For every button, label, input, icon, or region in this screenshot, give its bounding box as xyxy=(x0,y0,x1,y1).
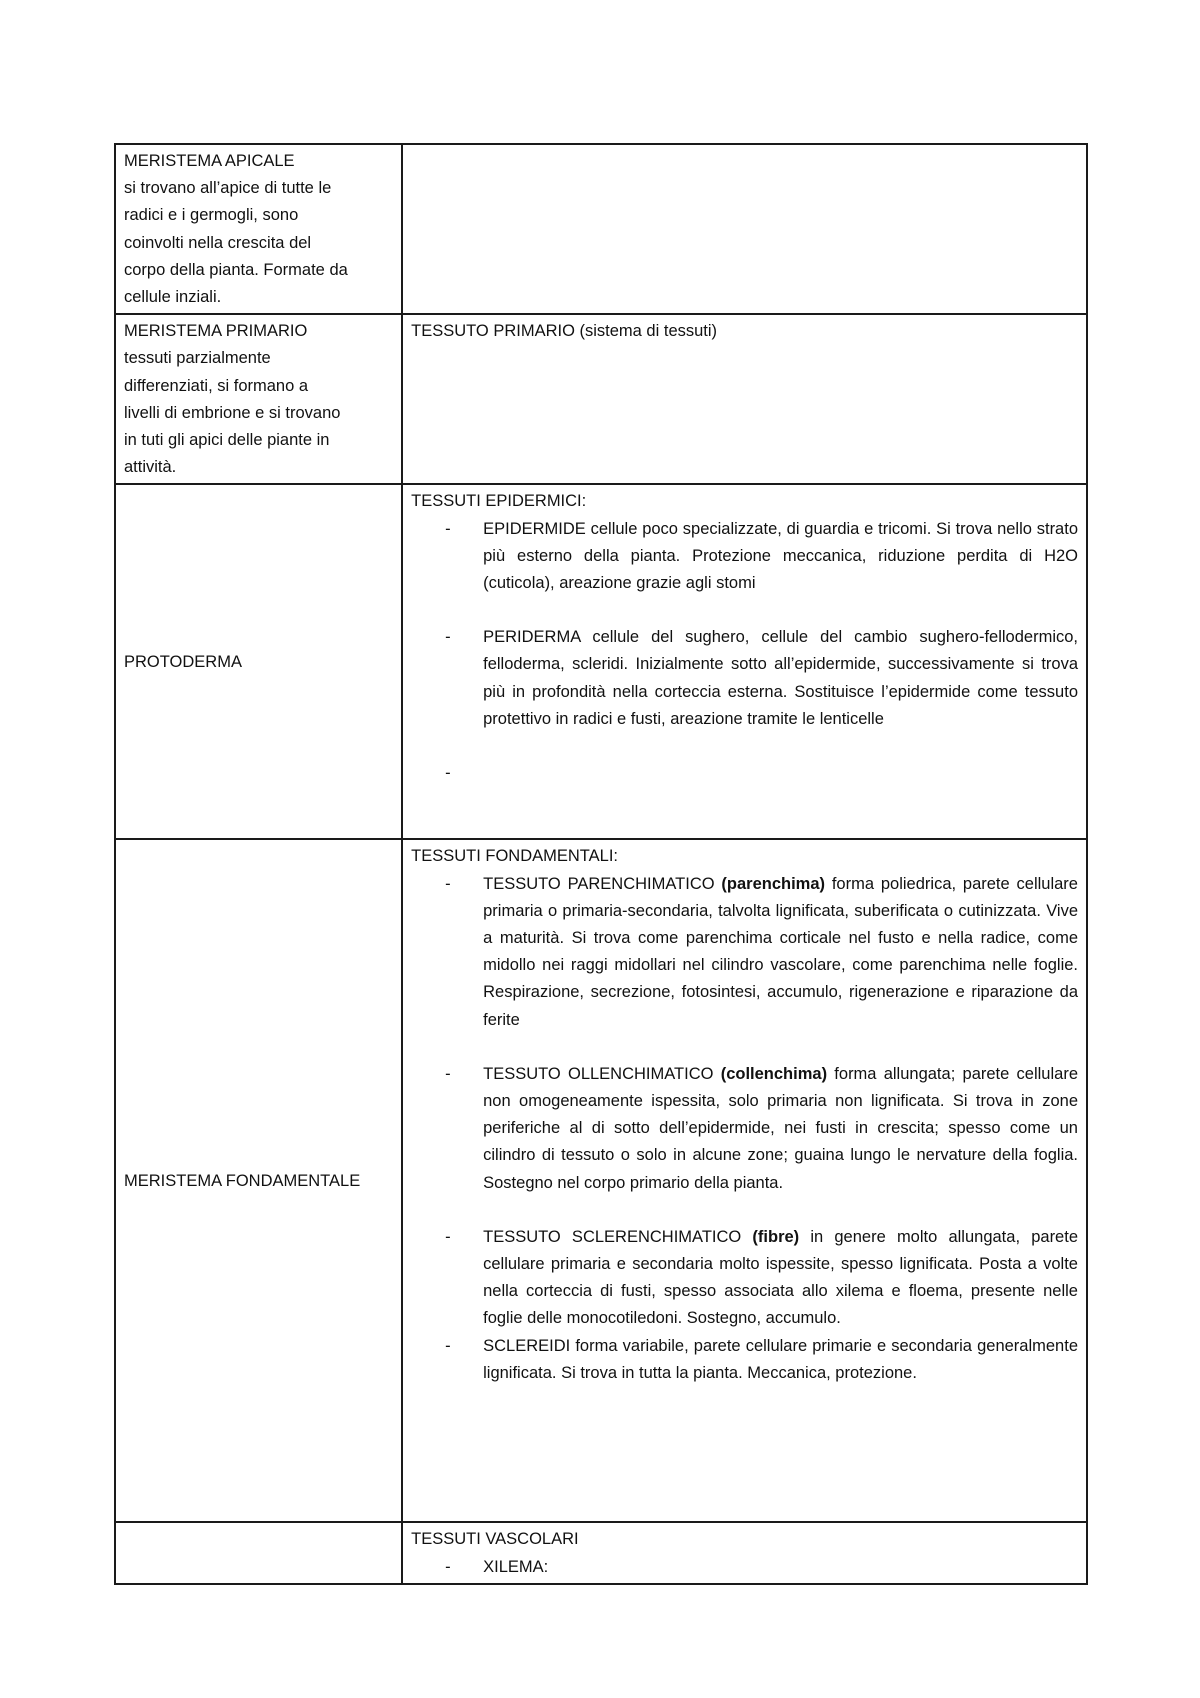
list-item xyxy=(411,1554,1078,1581)
cell-heading: TESSUTO PRIMARIO (sistema di tessuti) xyxy=(411,322,718,341)
notes-table xyxy=(114,143,1088,1585)
cell-heading: MERISTEMA PRIMARIO xyxy=(124,322,308,341)
empty-cell xyxy=(402,144,1087,314)
tessuti-vascolari-cell xyxy=(402,1522,1087,1583)
list-item-text: PERIDERMA cellule del sughero, cellule del cambio sughero-fellodermico, felloderma, scleridi. Inizialmente sotto all’epidermide, successivamente si trova più in profondità nella corteccia esterna. Sostituisce l’epidermide come tessuto protettivo in radici e fusti, areazione tramite le lenticelle xyxy=(483,628,1078,728)
cell-heading: TESSUTI FONDAMENTALI: xyxy=(411,847,619,866)
bullet-list xyxy=(411,871,1078,1387)
meristema-apicale-cell xyxy=(115,144,402,314)
list-item-text: TESSUTO SCLERENCHIMATICO xyxy=(483,1227,753,1246)
cell-heading: TESSUTI EPIDERMICI: xyxy=(411,492,587,511)
meristema-fondamentale-cell xyxy=(115,839,402,1522)
list-item-text: EPIDERMIDE cellule poco specializzate, di guardia e tricomi. Si trova nello strato più esterno della pianta. Protezione meccanica, riduzione perdita di H2O (cuticola), areazione grazie agli stomi xyxy=(483,519,1078,593)
cell-description: tessuti parzialmente differenziati, si formano a livelli di embrione e si trovano in tuti gli apici delle piante in attività. xyxy=(124,349,341,477)
dash-bullet: - xyxy=(445,1064,451,1083)
table-row xyxy=(115,839,1087,1522)
list-item-text: forma allungata; parete cellulare non omogeneamente ispessita, solo primaria non lignificata. Si trova in zone periferiche al di sotto dell’epidermide, nei fusti in crescita; spesso come un cilindro di tessuto o solo in alcune zone; guaina lungo le nervature della foglia. Sostegno nel corpo primario della pianta. xyxy=(483,1064,1078,1192)
list-item xyxy=(411,1224,1078,1333)
list-item-emphasis: (collenchima) xyxy=(720,1064,828,1083)
list-item-emphasis: (parenchima) xyxy=(721,874,826,893)
list-item-emphasis: (fibre) xyxy=(752,1227,800,1246)
cell-heading: MERISTEMA FONDAMENTALE xyxy=(124,1171,361,1190)
tessuto-primario-cell xyxy=(402,314,1087,484)
protoderma-cell xyxy=(115,484,402,839)
table-row xyxy=(115,1522,1087,1583)
cell-description: si trovano all’apice di tutte le radici e i germogli, sono coinvolti nella crescita del corpo della pianta. Formate da cellule inziali. xyxy=(124,179,348,307)
tessuti-epidermici-cell xyxy=(402,484,1087,839)
list-item-text: TESSUTO OLLENCHIMATICO xyxy=(483,1064,721,1083)
dash-bullet: - xyxy=(445,1336,451,1355)
dash-bullet: - xyxy=(445,764,451,783)
list-item-text: in genere molto allungata, parete cellulare primaria e secondaria molto ispessite, spesso lignificata. Posta a volte nella corteccia di fusti, spesso associata allo xilema e floema, presente nelle foglie delle monocotiledoni. Sostegno, accumulo. xyxy=(483,1227,1078,1328)
dash-bullet: - xyxy=(445,1227,451,1246)
list-item xyxy=(411,1333,1078,1387)
list-item-text: TESSUTO PARENCHIMATICO xyxy=(483,874,722,893)
table-row xyxy=(115,314,1087,484)
list-item-text: forma poliedrica, parete cellulare primaria o primaria-secondaria, talvolta lignificata, suberificata o cutinizzata. Vive a maturità. Si trova come parenchima corticale nel fusto e nella radice, come midollo nei raggi midollari nel cilindro vascolare, come parenchima nelle foglie. Respirazione, secrezione, fotosintesi, accumulo, rigenerazione e riparazione da ferite xyxy=(483,874,1078,1029)
dash-bullet: - xyxy=(445,628,451,647)
dash-bullet: - xyxy=(445,874,451,893)
bullet-list xyxy=(411,1554,1078,1581)
meristema-primario-cell xyxy=(115,314,402,484)
cell-heading: TESSUTI VASCOLARI xyxy=(411,1530,579,1549)
cell-heading: MERISTEMA APICALE xyxy=(124,152,295,170)
cell-heading: PROTODERMA xyxy=(124,652,242,671)
table-row xyxy=(115,484,1087,839)
empty-cell xyxy=(115,1522,402,1583)
table-row xyxy=(115,144,1087,314)
list-item xyxy=(411,516,1078,598)
bullet-list xyxy=(411,516,1078,783)
dash-bullet: - xyxy=(445,519,451,538)
tessuti-fondamentali-cell xyxy=(402,839,1087,1522)
list-item-text: SCLEREIDI forma variabile, parete cellulare primarie e secondaria generalmente lignificata. Si trova in tutta la pianta. Meccanica, protezione. xyxy=(483,1336,1078,1382)
list-item xyxy=(411,1061,1078,1197)
dash-bullet: - xyxy=(445,1557,451,1576)
list-item-text: XILEMA: xyxy=(483,1557,549,1576)
list-item xyxy=(411,871,1078,1034)
list-item xyxy=(411,624,1078,733)
